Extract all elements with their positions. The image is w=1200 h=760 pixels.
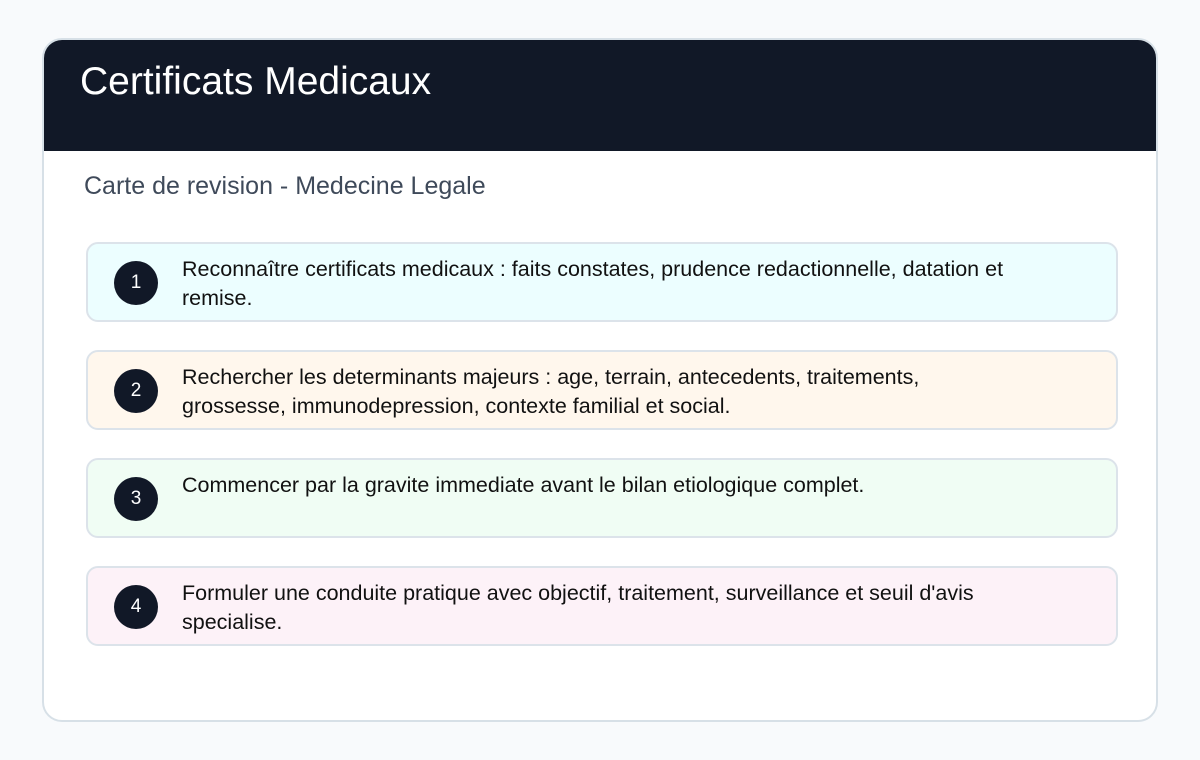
card-subtitle: Carte de revision - Medecine Legale <box>84 172 486 200</box>
item-number-badge: 3 <box>114 477 158 521</box>
item-text: Commencer par la gravite immediate avant le bilan etiologique complet. <box>182 473 865 497</box>
card-title: Certificats Medicaux <box>80 60 432 103</box>
revision-item-3 <box>86 458 1118 538</box>
item-text: Reconnaître certificats medicaux : faits constates, prudence redactionnelle, datation et remise. <box>182 257 1004 310</box>
revision-card <box>42 38 1158 722</box>
item-number-badge: 2 <box>114 369 158 413</box>
revision-item-2 <box>86 350 1118 430</box>
revision-item-4 <box>86 566 1118 646</box>
item-number-badge: 4 <box>114 585 158 629</box>
card-header <box>44 40 1158 151</box>
item-number-badge: 1 <box>114 261 158 305</box>
item-text: Rechercher les determinants majeurs : age, terrain, antecedents, traitements, grossesse, immunodepression, contexte familial et social. <box>182 365 920 418</box>
revision-item-1 <box>86 242 1118 322</box>
item-text: Formuler une conduite pratique avec objectif, traitement, surveillance et seuil d'avis specialise. <box>182 581 974 634</box>
